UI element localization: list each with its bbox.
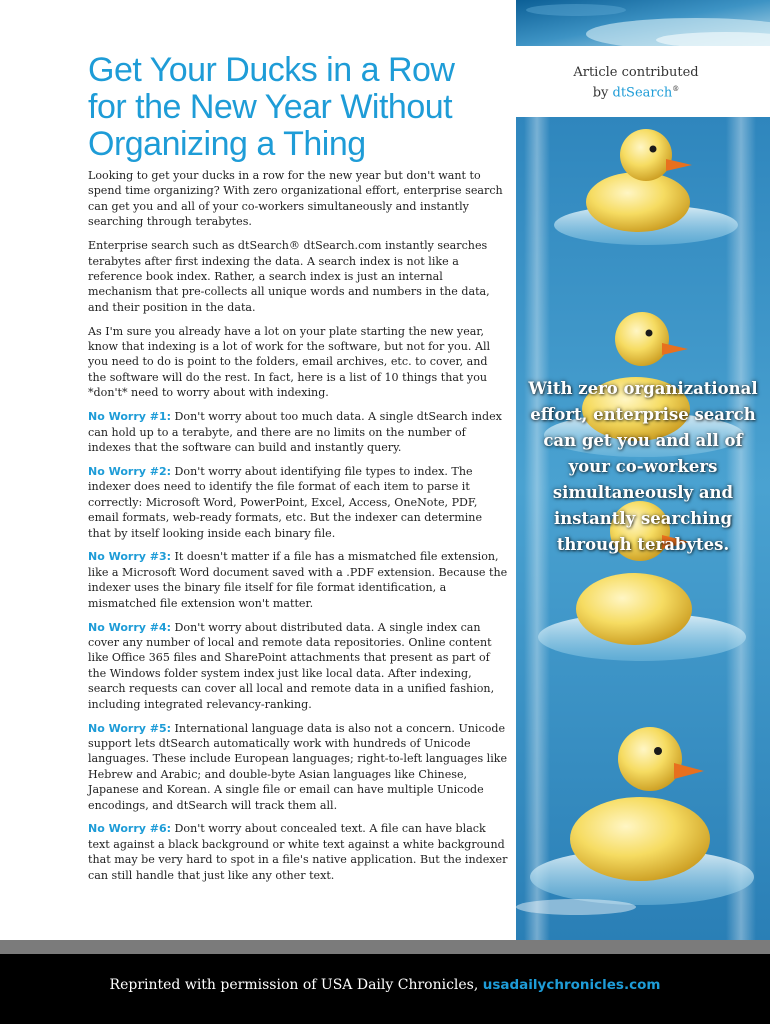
no-worry-6-paragraph <box>88 821 508 883</box>
headline-line-2: for the New Year Without <box>88 88 453 126</box>
header-photo <box>516 0 770 46</box>
no-worry-6-label: No Worry #6: <box>88 822 172 836</box>
intro-paragraph-2: Enterprise search such as dtSearch® dtSearch.com instantly searches terabytes after first indexing the data. A search index is not like a reference book index. Rather, a search index is just an internal mechanism that pre-collects all unique words and numbers in the data, and their position in the data. <box>88 239 490 314</box>
pull-quote: With zero organizational effort, enterprise search can get you and all of your co-workers simultaneously and instantly searching through terabytes. <box>528 379 758 554</box>
no-worry-5-text: International language data is also not a concern. Unicode support lets dtSearch automatically work with hundreds of Unicode languages. These include European languages; right-to-left languages like Hebrew and Arabic; and double-byte Asian languages like Chinese, Japanese and Korean. A single file or email can have multiple Unicode encodings, and dtSearch will track them all. <box>88 721 508 812</box>
no-worry-6-text: Don't worry about concealed text. A file can have black text against a black background or white text against a white background that may be very hard to spot in a file's native application. But the indexer can still handle that just like any other text. <box>88 822 508 882</box>
no-worry-3-text: It doesn't matter if a file has a mismatched file extension, like a Microsoft Word document saved with a .PDF extension. Because the indexer uses the binary file itself for file format identification, a mismatched file extension won't matter. <box>88 550 508 610</box>
headline-line-1: Get Your Ducks in a Row <box>88 51 455 89</box>
contributor-by: by <box>592 85 613 101</box>
footer-link[interactable]: usadailychronicles.com <box>482 977 661 993</box>
headline-line-3: Organizing a Thing <box>88 125 366 163</box>
no-worry-5-paragraph <box>88 721 508 813</box>
contributor-by-line <box>516 81 756 101</box>
no-worry-2-text: Don't worry about identifying file types to index. The indexer does need to identify the file format of each item to parse it correctly: Microsoft Word, PowerPoint, Excel, Access, OneNote, PDF, email formats, web-ready formats, etc. But the indexer can determine that by itself looking inside each binary file. <box>88 464 483 540</box>
header-photo-strip <box>516 0 770 46</box>
contributor-line: Article contributed <box>573 65 699 80</box>
registered-mark: ® <box>672 85 680 93</box>
intro-paragraph-3: As I'm sure you already have a lot on your plate starting the new year, know that indexing is a lot of work for the software, but not for you. All you need to do is point to the folders, email archives, etc. to cover, and the software will do the rest. In fact, here is a list of 10 things that you *don't* need to worry about with indexing. <box>88 324 491 400</box>
no-worry-1-label: No Worry #1: <box>88 410 172 424</box>
article-headline <box>88 52 508 163</box>
article-contributor <box>516 64 756 101</box>
no-worry-4-label: No Worry #4: <box>88 620 172 634</box>
footer-divider-band <box>0 940 770 954</box>
footer-text: Reprinted with permission of USA Daily Chronicles, <box>109 977 483 993</box>
no-worry-1-text: Don't worry about too much data. A single dtSearch index can hold up to a terabyte, and there are no limits on the number of indexes that the software can build and instantly query. <box>88 410 502 454</box>
intro-paragraph-1: Looking to get your ducks in a row for the new year but don't want to spend time organizing? With zero organizational effort, enterprise search can get you and all of your co-workers simultaneously and instantly searching through terabytes. <box>88 169 503 229</box>
no-worry-1-paragraph <box>88 409 508 455</box>
dtsearch-link[interactable]: dtSearch <box>612 85 673 101</box>
no-worry-4-text: Don't worry about distributed data. A single index can cover any number of local and remote data repositories. Online content like Office 365 files and SharePoint attachments that present as part of the Windows folder system index just like local data. After indexing, search requests can cover all local and remote data in a unified fashion, including integrated relevancy-ranking. <box>88 620 495 711</box>
no-worry-5-label: No Worry #5: <box>88 721 172 735</box>
article-body <box>88 168 508 892</box>
no-worry-3-paragraph <box>88 549 508 611</box>
no-worry-2-paragraph <box>88 464 508 541</box>
no-worry-2-label: No Worry #2: <box>88 464 172 478</box>
page-footer <box>0 954 770 1024</box>
no-worry-3-label: No Worry #3: <box>88 550 172 564</box>
no-worry-4-paragraph <box>88 620 508 712</box>
